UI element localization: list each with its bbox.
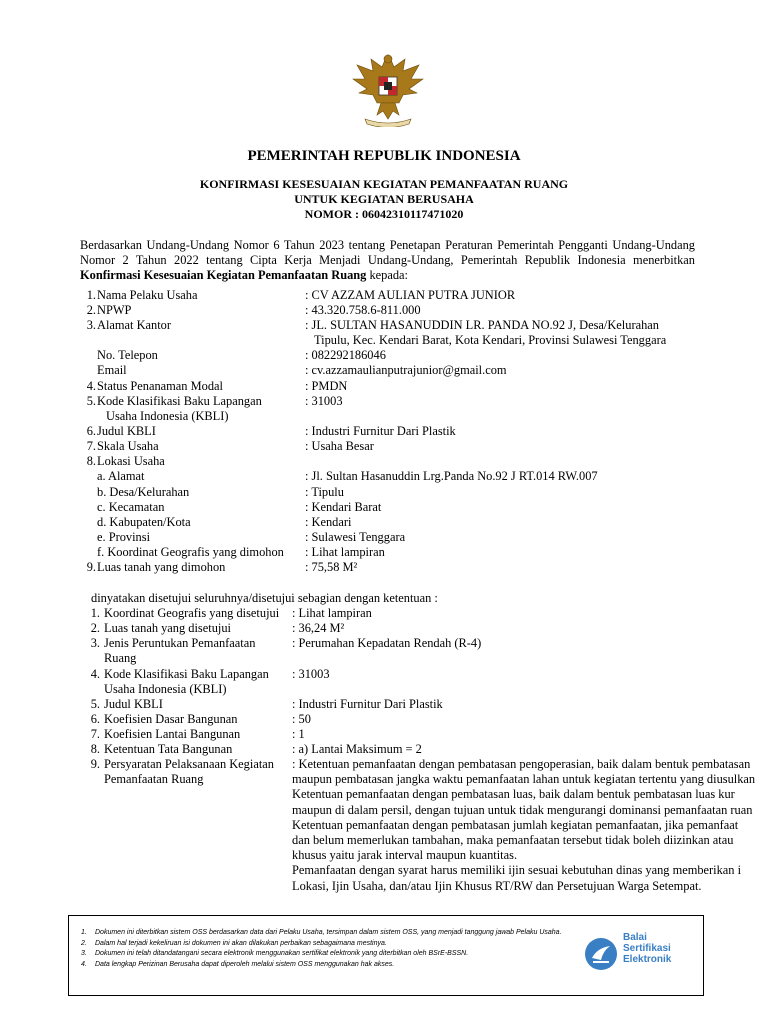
footer-notes [81, 928, 571, 970]
requirement-line: : Ketentuan pemanfaatan dengan pembatasan pengoperasian, baik dalam bentuk pembatasan [292, 757, 751, 771]
requirement-line: Ketentuan pemanfaatan dengan pembatasan jumlah kegiatan pemanfaatan, jika pemanfaat [292, 818, 739, 832]
approval-intro: dinyatakan disetujui seluruhnya/disetujui sebagian dengan ketentuan : [91, 591, 438, 605]
requirement-line: Pemanfaatan dengan syarat harus memiliki ijin sesuai kebutuhan dinas yang memberikan i [292, 863, 742, 877]
document-page: PEMERINTAH REPUBLIK INDONESIA KONFIRMASI KESESUAIAN KEGIATAN PEMANFAATAN RUANG UNTUK KEGIATAN BERUSAHA NOMOR : 06042310117471020 Berdasarkan Undang-Undang Nomor 6 Tahun 2023 tentang Penetapan Peraturan Pemerintah Pengganti Undang-Undang Nomor 2 Tahun 2022 tentang Cipta Kerja Menjadi Undang-Undang, Pemerintah Republik Indonesia menerbitkan Konfirmasi Kesesuaian Kegiatan Pemanfaatan Ruang kepada: 1. Nama Pelaku Usaha : CV AZZAM AULIAN PUTRA JUNIOR 2. NPWP : 43.320.758.6-811.000 3. Alamat Kantor : JL. SULTAN HASANUDDIN LR. PANDA NO.92 J, Desa/Kelurahan Tipulu, Kec. Kendari Barat, Kota Kendari, Provinsi Sulawesi Tenggara No. Telepon : 082292186046 Email : cv.azzamaulianputrajunior@gmail.com 4. Status Penanaman Modal : PMDN 5. Kode Klasifikasi Baku Lapangan : 31003 Usaha Indonesia (KBLI) 6. Judul KBLI : Industri Furnitur Dari Plastik 7. Skala Usaha : Usaha Besar 8. Lokasi Usaha a. Alamat : Jl. Sultan Hasanuddin Lrg.Panda No.92 J RT.014 RW.007 b. Desa/Kelurahan : Tipulu c. Kecamatan : Kendari Barat d. Kabupaten/Kota : Kendari e. Provinsi : Sulawesi Tenggara f. Koordinat Geografis yang dimohon : Lihat lampiran 9. Luas tanah yang dimohon : 75,58 M² dinyatakan disetujui seluruhnya/disetujui sebagian dengan ketentuan : 1. Koordinat Geografis yang disetujui : Lihat lampiran 2. Luas tanah yang disetujui : 36,24 M² 3. Jenis Peruntukan Pemanfaatan : Perumahan Kepadatan Rendah (R-4) Ruang 4. Kode Klasifikasi Baku Lapangan : 31003 Usaha Indonesia (KBLI) 5. Judul KBLI : Industri Furnitur Dari Plastik 6. Koefisien Dasar Bangunan : 50 7. Koefisien Lantai Bangunan : 1 8. Ketentuan Tata Bangunan : a) Lantai Maksimum = 2 9. Persyaratan Pelaksanaan Kegiatan Pemanfaatan Ruang : Ketentuan pemanfaatan dengan pembatasan pengoperasian, baik dalam bentuk pembatasan maupun pembatasan jangka waktu pemanfaatan lahan untuk kegiatan tertentu yang diusulkan Ketentuan pemanfaatan dengan pembatasan luas, baik dalam bentuk pembatasan luas kur maupun di dalam persil, dengan tujuan untuk tidak mengurangi dominansi pemanfaatan ruan Ketentuan pemanfaatan dengan pembatasan jumlah kegiatan pemanfaatan, jika pemanfaat dan belum memerlukan tambahan, maka pemanfaatan tersebut tidak boleh diizinkan atau khusus yaitu jarak interval maupun kuantitas. Pemanfaatan dengan syarat harus memiliki ijin sesuai kebutuhan dinas yang memberikan i Lokasi, Ijin Usaha, dan/atau Ijin Khusus RT/RW dan Persetujuan Warga Setempat. 1. Dokumen ini diterbitkan sistem OSS berdasarkan data dari Pelaku Usaha, tersimpan dalam sistem OSS, yang menjadi tanggung jawab Pelaku Usaha. 2. Dalam hal terjadi kekeliruan isi dokumen ini akan dilakukan perbaikan sebagaimana mestinya. 3. Dokumen ini telah ditandatangani secara elektronik menggunakan sertifikat elektronik yang diterbitkan oleh BSrE-BSSN. 4. Data lengkap Perizinan Berusaha dapat diperoleh melalui sistem OSS menggunakan hak akses. Balai Sertifikasi Elektronik [0, 0, 768, 1024]
document-subtitle: UNTUK KEGIATAN BERUSAHA [294, 192, 474, 206]
document-number: NOMOR : 06042310117471020 [304, 207, 464, 221]
footer-notes-box [68, 915, 704, 996]
requirement-line: Ketentuan pemanfaatan dengan pembatasan luas, baik dalam bentuk pembatasan luas kur [292, 787, 735, 801]
government-title: PEMERINTAH REPUBLIK INDONESIA [247, 148, 521, 164]
bsre-logo [583, 930, 693, 980]
garuda-emblem-icon [351, 49, 425, 127]
requirement-line: Lokasi, Ijin Usaha, dan/atau Ijin Khusus RT/RW dan Persetujuan Warga Setempat. [292, 879, 702, 893]
requirement-line: khusus yaitu jarak interval maupun kuantitas. [292, 848, 518, 862]
footer-note: 1. Dokumen ini diterbitkan sistem OSS berdasarkan data dari Pelaku Usaha, tersimpan dalam sistem OSS, yang menjadi tanggung jawab Pelaku Usaha. [81, 929, 562, 936]
requirement-line: maupun pembatasan jangka waktu pemanfaatan lahan untuk kegiatan tertentu yang diusulkan [292, 772, 756, 786]
document-title: KONFIRMASI KESESUAIAN KEGIATAN PEMANFAATAN RUANG [199, 177, 569, 191]
requirement-line: dan belum memerlukan tambahan, maka pemanfaatan tersebut tidak boleh diizinkan atau [292, 833, 734, 847]
requirement-line: maupun di dalam persil, dengan tujuan untuk tidak mengurangi dominansi pemanfaatan ruan [292, 803, 753, 817]
footer-note: 2. Dalam hal terjadi kekeliruan isi dokumen ini akan dilakukan perbaikan sebagaimana mestinya. [81, 939, 387, 947]
bsre-logo-icon [583, 936, 619, 972]
footer-note: 4. Data lengkap Perizinan Berusaha dapat diperoleh melalui sistem OSS menggunakan hak akses. [81, 960, 395, 968]
intro-paragraph: Berdasarkan Undang-Undang Nomor 6 Tahun 2023 tentang Penetapan Peraturan Pemerintah Pengganti Undang-Undang Nomor 2 Tahun 2022 tentang Cipta Kerja Menjadi Undang-Undang, Pemerintah Republik Indonesia menerbitkan Konfirmasi Kesesuaian Kegiatan Pemanfaatan Ruang kepada: [80, 238, 695, 283]
footer-note: 3. Dokumen ini telah ditandatangani secara elektronik menggunakan sertifikat elektronik yang diterbitkan oleh BSrE-BSSN. [81, 950, 469, 958]
bsre-logo-text: Balai Sertifikasi Elektronik [623, 932, 672, 965]
